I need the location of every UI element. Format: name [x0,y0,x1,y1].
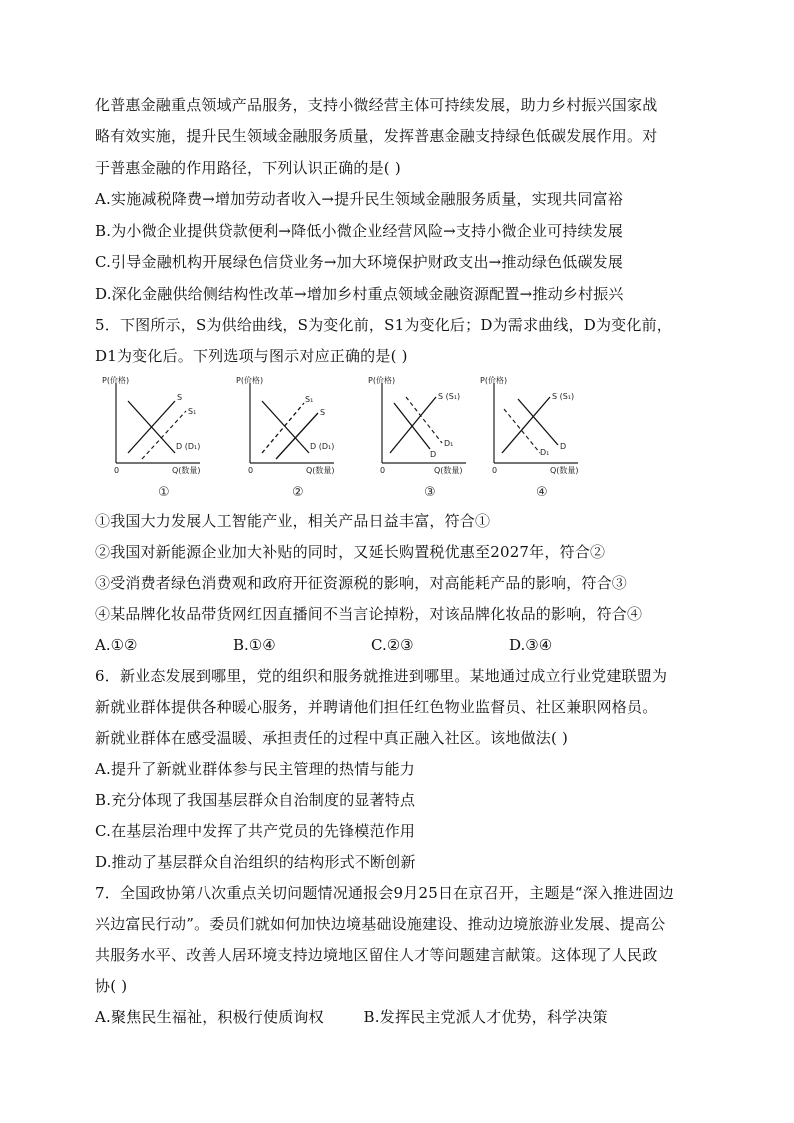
graph-2-label-s1: S [320,408,326,417]
graph-2-number: ② [292,485,304,500]
graph-2-ylabel: P(价格) [236,376,264,385]
q4-option-b: B.为小微企业提供贷款便利→降低小微企业经营风险→支持小微企业可持续发展 [95,222,624,240]
graph-3-origin: 0 [380,466,386,475]
q6-option-a: A.提升了新就业群体参与民主管理的热情与能力 [95,760,416,778]
graph-1-label-s: S [177,393,183,402]
graph-4 [478,373,598,503]
q5-statement-4: ④某品牌化妆品带货网红因直播间不当言论掉粉，对该品牌化妆品的影响，符合④ [95,605,643,623]
q5-statement-2: ②我国对新能源企业加大补贴的同时，又延长购置税优惠至2027年，符合② [95,543,606,561]
q5-stem-line-2: D1为变化后。下列选项与图示对应正确的是( ) [95,347,408,365]
q5-choice-d: D.③④ [509,636,553,654]
graph-2-label-d: D (D₁) [310,442,335,451]
graph-4-label-d1: D₁ [540,448,550,457]
supply-demand-graphs [100,373,580,503]
q4-stem-line-2: 略有效实施，提升民生领域金融服务质量，发挥普惠金融支持绿色低碳发展作用。对 [95,127,658,145]
graph-2-xlabel: Q(数量) [306,466,335,475]
graph-4-xlabel: Q(数量) [550,466,579,475]
q4-stem-line-1: 化普惠金融重点领域产品服务，支持小微经营主体可持续发展，助力乡村振兴国家战 [95,96,658,114]
q6-option-b: B.充分体现了我国基层群众自治制度的显著特点 [95,791,416,809]
q5-statement-1: ①我国大力发展人工智能产业，相关产品日益丰富，符合① [95,512,491,530]
q5-choices [95,635,715,655]
graph-1-label-s1: S₁ [188,407,197,416]
graph-3-number: ③ [424,485,436,500]
graph-3-xlabel: Q(数量) [434,466,463,475]
graph-1-ylabel: P(价格) [102,376,130,385]
q4-option-c: C.引导金融机构开展绿色信贷业务→加大环境保护财政支出→推动绿色低碳发展 [95,253,624,271]
q5-choice-c: C.②③ [371,636,414,654]
graph-3-label-d: D [430,450,437,459]
graph-4-number: ④ [536,485,548,500]
q7-stem-line-4: 协( ) [95,977,128,995]
graph-3-label-s: S (S₁) [438,392,461,401]
graph-1-number: ① [158,485,170,500]
graph-3-ylabel: P(价格) [368,376,396,385]
graph-2 [234,373,354,503]
q7-stem-line-2: 兴边富民行动”。委员们就如何加快边境基础设施建设、推动边境旅游业发展、提高公 [95,915,666,933]
q6-option-d: D.推动了基层群众自治组织的结构形式不断创新 [95,853,416,871]
graph-1-xlabel: Q(数量) [172,466,201,475]
graph-4-label-d: D [560,442,567,451]
q5-statement-3: ③受消费者绿色消费观和政府开征资源税的影响，对高能耗产品的影响，符合③ [95,574,628,592]
q5-choice-a: A.①② [95,636,138,654]
graph-1 [100,373,220,503]
q4-option-a: A.实施减税降费→增加劳动者收入→提升民生领域金融服务质量，实现共同富裕 [95,190,623,208]
graph-1-label-d: D (D₁) [176,442,201,451]
graph-2-origin: 0 [248,466,254,475]
q5-choice-b: B.①④ [233,636,276,654]
q5-stem-line-1: 5．下图所示，S为供给曲线，S为变化前，S1为变化后；D为需求曲线，D为变化前， [95,316,672,334]
q7-options-row: A.聚焦民生福祉，积极行使质询权 B.发挥民主党派人才优势，科学决策 [95,1008,608,1026]
graph-1-origin: 0 [114,466,120,475]
q4-option-d: D.深化金融供给侧结构性改革→增加乡村重点领域金融资源配置→推动乡村振兴 [95,285,624,303]
q6-stem-line-1: 6．新业态发展到哪里，党的组织和服务就推进到哪里。某地通过成立行业党建联盟为 [95,667,668,685]
graph-4-origin: 0 [492,466,498,475]
graph-3-label-d1: D₁ [444,439,454,448]
graph-2-label-s: S₁ [305,395,314,404]
graph-4-ylabel: P(价格) [480,376,508,385]
graph-3 [366,373,486,503]
q6-option-c: C.在基层治理中发挥了共产党员的先锋模范作用 [95,822,416,840]
q7-stem-line-3: 共服务水平、改善人居环境支持边境地区留住人才等问题建言献策。这体现了人民政 [95,946,658,964]
q7-stem-line-1: 7．全国政协第八次重点关切问题情况通报会9月25日在京召开，主题是“深入推进固边 [95,884,674,902]
graph-4-label-s: S (S₁) [552,392,575,401]
q6-stem-line-3: 新就业群体在感受温暖、承担责任的过程中真正融入社区。该地做法( ) [95,729,569,747]
q6-stem-line-2: 新就业群体提供各种暖心服务，并聘请他们担任红色物业监督员、社区兼职网格员。 [95,698,658,716]
q4-stem-line-3: 于普惠金融的作用路径，下列认识正确的是( ) [95,159,401,177]
